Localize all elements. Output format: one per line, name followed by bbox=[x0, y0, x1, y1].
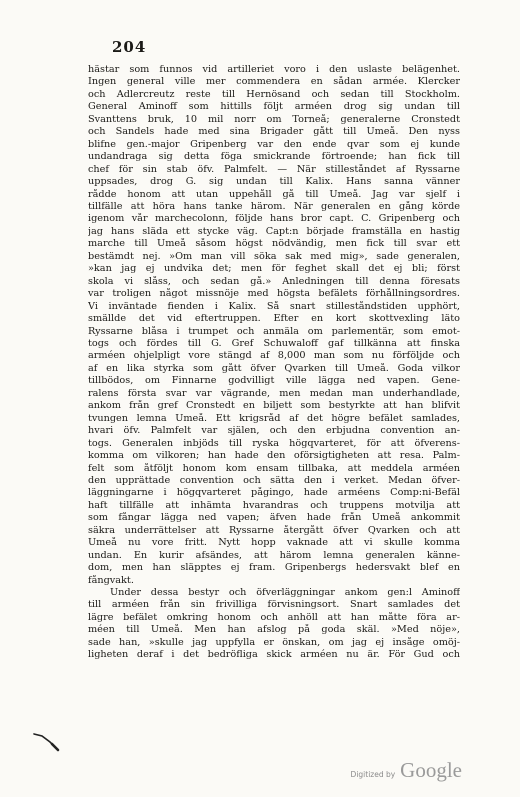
text-line: Vi inväntade fienden i Kalix. Så snart stilleståndstiden upphört, bbox=[88, 300, 460, 312]
text-line: togs och fördes till G. Gref Schuwaloff gaf tillkänna att finska bbox=[88, 337, 460, 349]
text-line: tillbödos, om Finnarne godvilligt ville lägga ned vapen. Gene- bbox=[88, 375, 460, 387]
text-line: komma om vilkoren; han hade den oförsigtigheten att resa. Palm- bbox=[88, 450, 460, 462]
text-line: säkra underrättelser att Ryssarne återgått öfver Qvarken och att bbox=[88, 524, 460, 536]
text-line: felt som åtföljt honom kom ensam tillbaka, att meddela arméen bbox=[88, 462, 460, 474]
text-line: General Aminoff som hittills följt arméen drog sig undan till bbox=[88, 101, 460, 113]
text-line: »kan jag ej undvika det; men för feghet skall det ej bli; först bbox=[88, 263, 460, 275]
text-line: Umeå nu vore fritt. Nytt hopp vaknade att vi skulle komma bbox=[88, 537, 460, 549]
text-line: rådde honom att utan uppehåll gå till Umeå. Jag var sjelf i bbox=[88, 188, 460, 200]
text-line: tvungen lemna Umeå. Ett krigsråd af det högre befälet samlades, bbox=[88, 412, 460, 424]
text-line: skola vi slåss, och sedan gå.» Anledningen till denna föresats bbox=[88, 275, 460, 287]
text-line: lägre befälet omkring honom och anhöll att han måtte föra ar- bbox=[88, 611, 460, 623]
text-line: ligheten deraf i det bedröfliga skick arméen nu är. För Gud och bbox=[88, 649, 460, 661]
watermark-brand: Google bbox=[400, 758, 462, 782]
watermark-prefix: Digitized by bbox=[350, 770, 396, 779]
text-line: jag hans släda ett stycke väg. Capt:n började framställa en hastig bbox=[88, 225, 460, 237]
text-line: undan. En kurir afsändes, att härom lemna generalen känne- bbox=[88, 549, 460, 561]
text-line: igenom vår marchecolonn, följde hans bror capt. C. Gripenberg och bbox=[88, 213, 460, 225]
text-line: undandraga sig detta föga smickrande förtroende; han fick till bbox=[88, 151, 460, 163]
text-line: och Sandels hade med sina Brigader gått till Umeå. Den nyss bbox=[88, 126, 460, 138]
text-line: som fångar lägga ned vapen; äfven hade från Umeå ankommit bbox=[88, 512, 460, 524]
text-line: chef för sin stab öfv. Palmfelt. — När stilleståndet af Ryssarne bbox=[88, 163, 460, 175]
text-line: af en lika styrka som gått öfver Qvarken till Umeå. Goda vilkor bbox=[88, 362, 460, 374]
text-line: tillfälle att höra hans tanke härom. När generalen en gång körde bbox=[88, 200, 460, 212]
text-line: och Adlercreutz reste till Hernösand och sedan till Stockholm. bbox=[88, 88, 460, 100]
text-line: togs. Generalen inbjöds till ryska högqvarteret, för att öfverens- bbox=[88, 437, 460, 449]
page-number: 204 bbox=[112, 38, 147, 56]
text-line: ankom från gref Cronstedt en biljett som bestyrkte att han blifvit bbox=[88, 400, 460, 412]
text-line: dom, men han släpptes ej fram. Gripenbergs hedersvakt blef en bbox=[88, 562, 460, 574]
text-line: sade han, »skulle jag uppfylla er önskan, om jag ej insåge omöj- bbox=[88, 636, 460, 648]
text-line: Ryssarne blåsa i trumpet och anmäla om parlementär, som emot- bbox=[88, 325, 460, 337]
text-line: fångvakt. bbox=[88, 574, 134, 586]
text-line: Svanttens bruk, 10 mil norr om Torneå; generalerne Cronstedt bbox=[88, 113, 460, 125]
text-line: hvari öfv. Palmfelt var själen, och den erbjudna convention an- bbox=[88, 425, 460, 437]
text-line: hästar som funnos vid artilleriet voro i den uslaste belägenhet. bbox=[88, 64, 460, 75]
text-line: blifne gen.-major Gripenberg var den ende qvar som ej kunde bbox=[88, 138, 460, 150]
text-line: smällde det vid eftertruppen. Efter en kort skottvexling läto bbox=[88, 313, 460, 325]
text-line: läggningarne i högqvarteret pågingo, hade arméens Comp:ni-Befäl bbox=[88, 487, 460, 499]
body-text bbox=[88, 64, 460, 662]
pen-stroke-mark-icon bbox=[32, 730, 62, 752]
text-line: méen till Umeå. Men han afslog på goda skäl. »Med nöje», bbox=[88, 624, 460, 636]
text-line: marche till Umeå såsom högst nödvändig, men fick till svar ett bbox=[88, 238, 460, 250]
text-line: uppsades, drog G. sig undan till Kalix. Hans sanna vänner bbox=[88, 176, 460, 188]
text-line: Under dessa bestyr och öfverläggningar ankom gen:l Aminoff bbox=[110, 587, 460, 599]
text-line: haft tillfälle att inhämta hvarandras och truppens motvilja att bbox=[88, 499, 460, 511]
text-line: ralens första svar var vägrande, men medan man underhandlade, bbox=[88, 387, 460, 399]
text-line: den upprättade convention och sätta den i verket. Medan öfver- bbox=[88, 474, 460, 486]
text-line: bestämdt nej. »Om man vill söka sak med mig», sade generalen, bbox=[88, 250, 460, 262]
text-line: var troligen något missnöje med högsta befälets förhållningsordres. bbox=[88, 288, 460, 300]
text-line: till arméen från sin frivilliga förvisningsort. Snart samlades det bbox=[88, 599, 460, 611]
text-line: Ingen general ville mer commendera en sådan armée. Klercker bbox=[88, 76, 460, 88]
digitized-by-google-watermark bbox=[351, 758, 462, 783]
text-line: arméen ohjelpligt vore stängd af 8,000 man som nu förföljde och bbox=[88, 350, 460, 362]
